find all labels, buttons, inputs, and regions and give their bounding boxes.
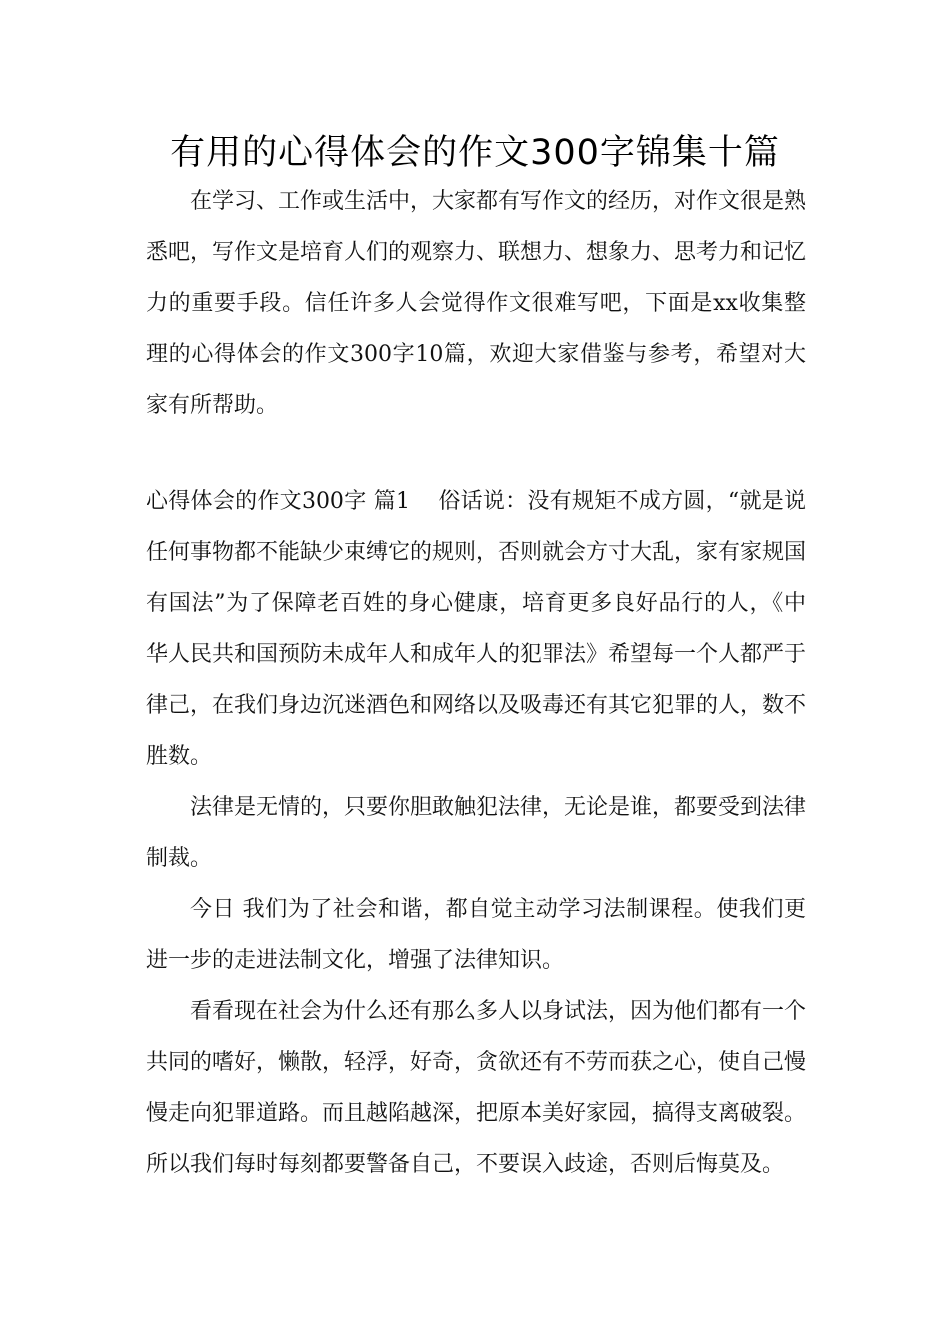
section-1 [146, 476, 806, 1190]
section-1-heading: 心得体会的作文300字 篇1 [146, 489, 411, 514]
paragraph-text: 俗话说：没有规矩不成方圆，“就是说任何事物都不能缺少束缚它的规则，否则就会方寸大乱，家有家规国有国法”为了保障老百姓的身心健康，培育更多良好品行的人，《中华人民共和国预防未成年人和成年人的犯罪法》希望每一个人都严于律己，在我们身边沉迷酒色和网络以及吸毒还有其它犯罪的人，数不胜数。 [146, 489, 807, 769]
intro-paragraph: 在学习、工作或生活中，大家都有写作文的经历，对作文很是熟悉吧，写作文是培育人们的观察力、联想力、想象力、思考力和记忆力的重要手段。信任许多人会觉得作文很难写吧，下面是xx收集整理的心得体会的作文300字10篇，欢迎大家借鉴与参考，希望对大家有所帮助。 [146, 189, 807, 418]
paragraph: 今日 我们为了社会和谐，都自觉主动学习法制课程。使我们更进一步的走进法制文化，增强了法律知识。 [146, 897, 806, 973]
section-1-first-paragraph [146, 476, 806, 782]
document-title: 有用的心得体会的作文300字锦集十篇 [170, 133, 780, 173]
paragraph: 看看现在社会为什么还有那么多人以身试法，因为他们都有一个共同的嗜好，懒散，轻浮，好奇，贪欲还有不劳而获之心，使自己慢慢走向犯罪道路。而且越陷越深，把原本美好家园，搞得支离破裂。所以我们每时每刻都要警备自己，不要误入歧途，否则后悔莫及。 [146, 999, 807, 1177]
paragraph: 法律是无情的，只要你胆敢触犯法律，无论是谁，都要受到法律制裁。 [146, 795, 807, 871]
